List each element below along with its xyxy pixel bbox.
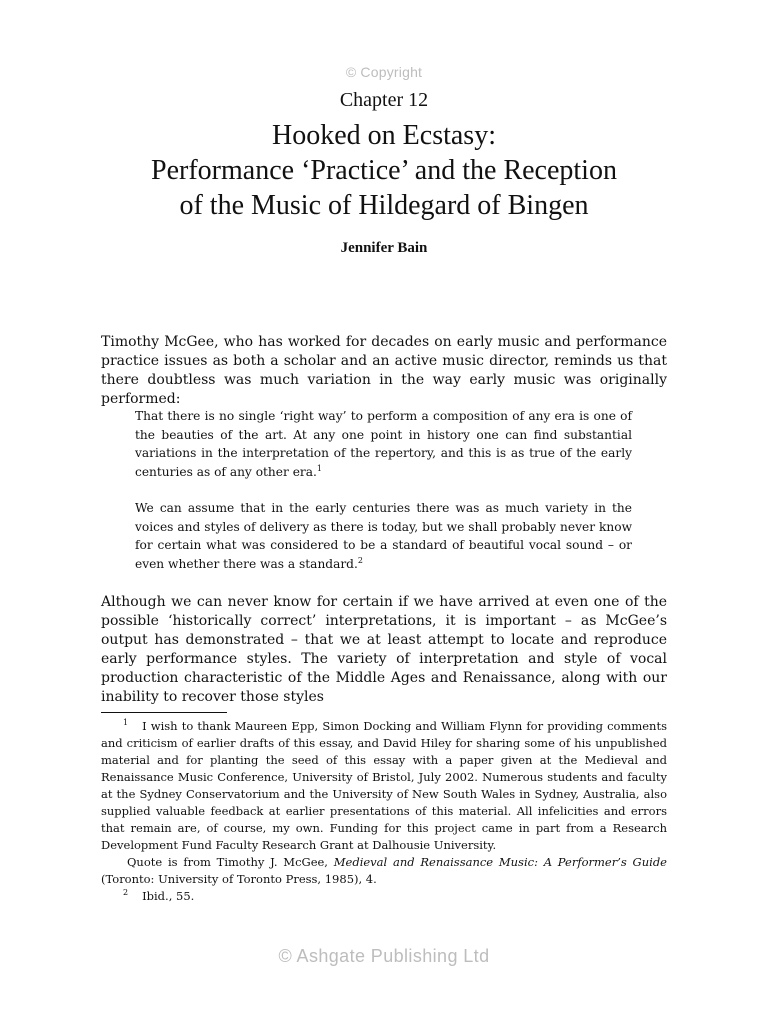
block-quote-1	[135, 407, 632, 481]
footnote-2-text: Ibid., 55.	[142, 889, 195, 903]
copyright-watermark-bottom: © Ashgate Publishing Ltd	[278, 946, 490, 966]
body-paragraph-2: Although we can never know for certain if we have arrived at even one of the possible ‘historically correct’ interpretations, it is important – as McGee’s output has demonstrated – that we at least attempt to locate and reproduce early performance styles. The variety of interpretation and style of vocal production characteristic of the Middle Ages and Renaissance, along with our inability to recover those styles	[101, 594, 667, 705]
footnote-1-source-title: Medieval and Renaissance Music: A Performer’s Guide	[333, 855, 667, 869]
footnote-2	[101, 888, 667, 905]
footnote-ref-2[interactable]: 2	[357, 555, 363, 565]
chapter-title-line-2: Performance ‘Practice’ and the Reception	[151, 155, 617, 186]
footnote-1	[101, 718, 667, 854]
footnote-1-source-prefix: Quote is from Timothy J. McGee,	[127, 855, 334, 869]
footnote-1-number: 1	[123, 718, 129, 727]
block-quote-1-text: That there is no single ‘right way’ to perform a composition of any era is one of the beauties of the art. At any one point in history one can find substantial variations in the interpretation of the repertory, and this is as true of the early centuries as of any other era.	[135, 409, 632, 479]
footnote-1-text: I wish to thank Maureen Epp, Simon Docking and William Flynn for providing comments and criticism of earlier drafts of this essay, and David Hiley for sharing some of his unpublished material and for planting the seed of this essay with a paper given at the Medieval and Renaissance Music Conference, University of Bristol, July 2002. Numerous students and faculty at the Sydney Conservatorium and the University of New South Wales in Sydney, Australia, also supplied valuable feedback at earlier presentations of this material. All infelicities and errors that remain are, of course, my own. Funding for this project came in part from a Research Development Fund Faculty Research Grant at Dalhousie University.	[101, 719, 667, 852]
chapter-label: Chapter 12	[339, 89, 429, 111]
author-name: Jennifer Bain	[340, 240, 428, 256]
copyright-watermark-top: © Copyright	[345, 64, 423, 80]
chapter-title-line-1: Hooked on Ecstasy:	[272, 120, 496, 151]
block-quote-2	[135, 499, 632, 573]
footnote-1-source-suffix: (Toronto: University of Toronto Press, 1985), 4.	[101, 872, 377, 886]
body-paragraph-1: Timothy McGee, who has worked for decades on early music and performance practice issues as both a scholar and an active music director, reminds us that there doubtless was much variation in the way early music was originally performed:	[101, 334, 667, 407]
chapter-title-line-3: of the Music of Hildegard of Bingen	[179, 190, 589, 221]
chapter-title	[60, 118, 708, 223]
footnote-divider	[101, 712, 227, 713]
footnote-2-number: 2	[123, 888, 129, 897]
footnote-1-quote-source	[101, 854, 667, 888]
footnotes	[101, 718, 667, 905]
block-quote-2-text: We can assume that in the early centuries there was as much variety in the voices and styles of delivery as there is today, but we shall probably never know for certain what was considered to be a standard of beautiful vocal sound – or even whether there was a standard.	[135, 501, 632, 571]
footnote-ref-1[interactable]: 1	[316, 463, 322, 473]
